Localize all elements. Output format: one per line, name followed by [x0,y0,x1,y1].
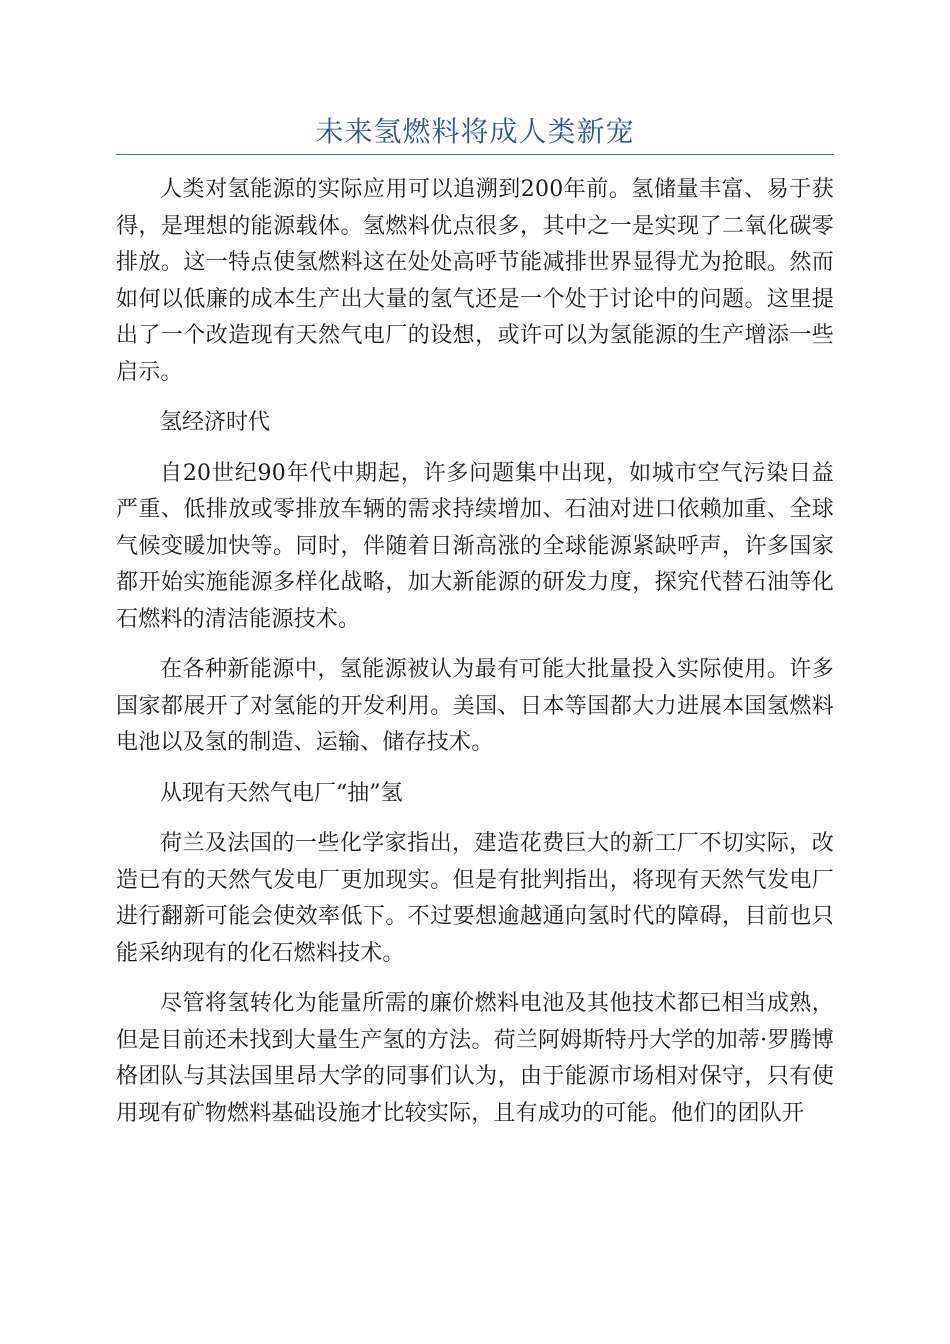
paragraph-netherlands-france: 荷兰及法国的一些化学家指出，建造花费巨大的新工厂不切实际，改造已有的天然气发电厂更加现实。但是有批判指出，将现有天然气发电厂进行翻新可能会使效率低下。不过要想逾越通向氢时代的障碍，目前也只能采纳现有的化石燃料技术。 [116,831,834,966]
document-body [116,172,834,1146]
document-title: 未来氢燃料将成人类新宠 [315,115,635,148]
paragraph-intro: 人类对氢能源的实际应用可以追溯到200年前。氢储量丰富、易于获得，是理想的能源载体。氢燃料优点很多，其中之一是实现了二氧化碳零排放。这一特点使氢燃料这在处处高呼节能减排世界显得尤为抢眼。然而如何以低廉的成本生产出大量的氢气还是一个处于讨论中的问题。这里提出了一个改造现有天然气电厂的设想，或许可以为氢能源的生产增添一些启示。 [116,177,834,385]
section-heading-hydrogen-economy: 氢经济时代 [160,410,271,435]
paragraph-new-energy: 在各种新能源中，氢能源被认为最有可能大批量投入实际使用。许多国家都展开了对氢能的开发利用。美国、日本等国都大力进展本国氢燃料电池以及氢的制造、运输、储存技术。 [116,657,834,755]
section-heading-gas-plants: 从现有天然气电厂“抽”氢 [160,780,403,806]
paragraph-fuel-cells: 尽管将氢转化为能量所需的廉价燃料电池及其他技术都已相当成熟，但是目前还未找到大量生产氢的方法。荷兰阿姆斯特丹大学的加蒂·罗腾博格团队与其法国里昂大学的同事们认为，由于能源市场相对保守，只有使用现有矿物燃料基础设施才比较实际，且有成功的可能。他们的团队开 [116,991,834,1126]
title-underline [116,154,834,155]
paragraph-problems: 自20世纪90年代中期起，许多问题集中出现，如城市空气污染日益严重、低排放或零排放车辆的需求持续增加、石油对进口依赖加重、全球气候变暖加快等。同时，伴随着日渐高涨的全球能源紧缺呼声，许多国家都开始实施能源多样化战略，加大新能源的研发力度，探究代替石油等化石燃料的清洁能源技术。 [116,460,834,632]
